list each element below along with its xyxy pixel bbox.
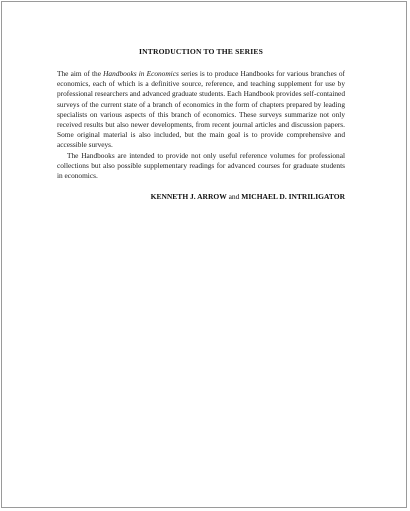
- author-name-1: KENNETH J. ARROW: [150, 192, 227, 202]
- intro-paragraph-text-rest: series is to produce Handbooks for various branches of economics, each of which is a definitive source, reference, and teaching supplement for use by professional researchers and advanced graduate students. Each Handbook provides self-contained surveys of the current state of a branch of economics in the form of chapters prepared by leading specialists on various aspects of this branch of economics. These surveys summarize not only received results but also newer developments, from recent journal articles and discussion papers. Some original material is also included, but the main goal is to provide comprehensive and accessible surveys.: [57, 69, 345, 150]
- page-title: INTRODUCTION TO THE SERIES: [139, 47, 263, 56]
- author-name-2: MICHAEL D. INTRILIGATOR: [241, 192, 345, 202]
- series-name: Handbooks in Economics: [103, 69, 179, 78]
- page-content: [57, 47, 345, 201]
- purpose-paragraph: The Handbooks are intended to provide not only useful reference volumes for professional collections but also possible supplementary readings for advanced courses for graduate students in economics.: [57, 150, 345, 181]
- signature: [57, 192, 345, 201]
- author-conjunction: and: [228, 192, 240, 202]
- intro-paragraph-text-start: The aim of the: [57, 69, 104, 78]
- document-page: [1, 1, 407, 508]
- intro-paragraph: [57, 69, 345, 151]
